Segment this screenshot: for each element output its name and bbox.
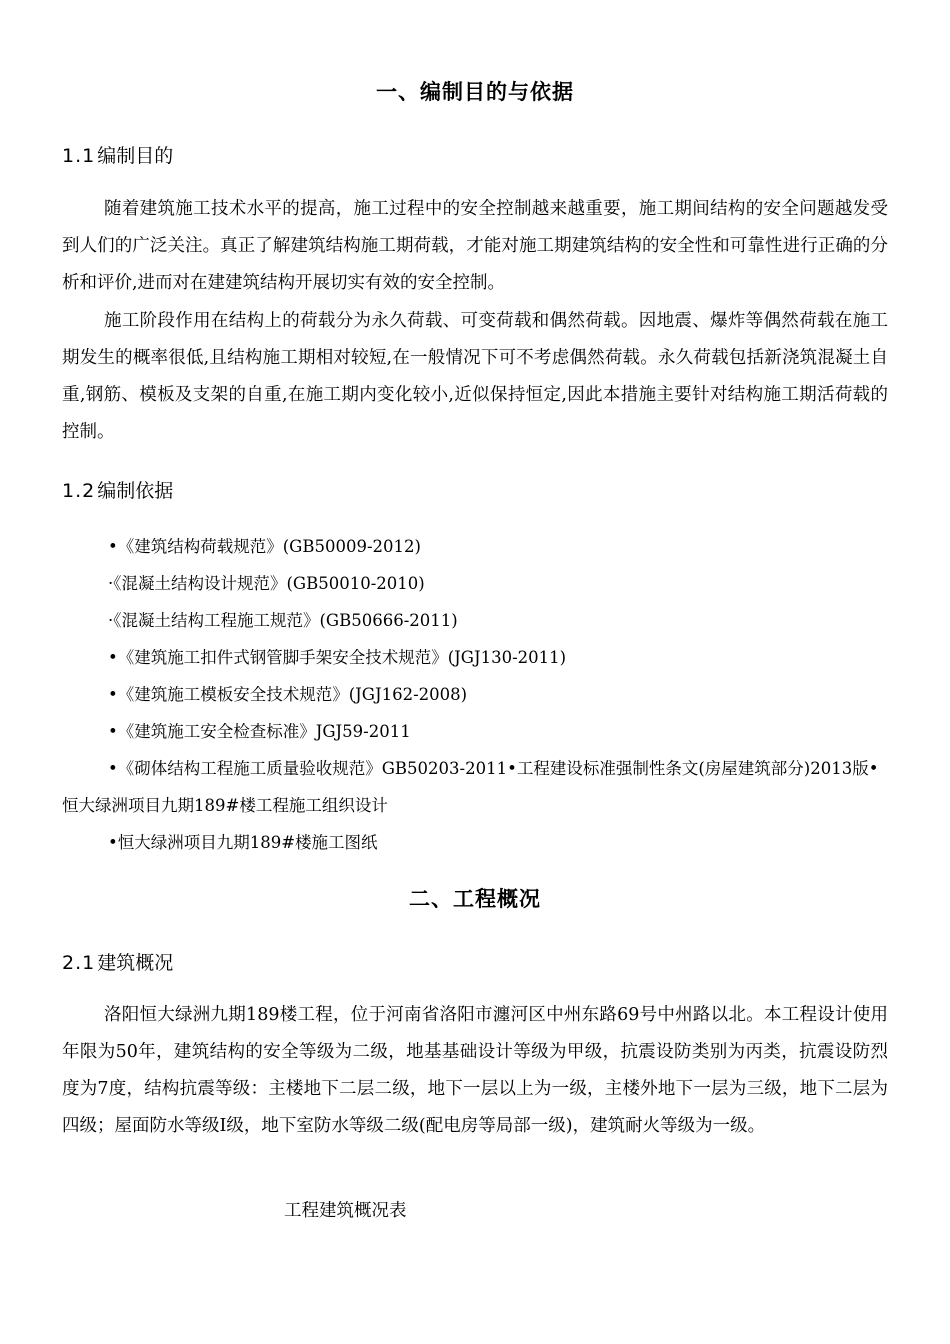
basis-list-item: •《建筑施工模板安全技术规范》(JGJ162-2008)	[108, 685, 468, 704]
subsection-1-2-label: 编制依据	[97, 480, 174, 502]
subsection-1-2-heading	[62, 477, 173, 505]
subsection-2-1-label: 建筑概况	[97, 952, 174, 974]
section-1-title: 一、编制目的与依据	[376, 80, 574, 104]
basis-list-item: •《砌体结构工程施工质量验收规范》GB50203-2011•工程建设标准强制性条文(房屋建筑部分)2013版•恒大绿洲项目九期189#楼工程施工组织设计	[62, 759, 879, 815]
basis-list-item: •《建筑施工扣件式钢管脚手架安全技术规范》(JGJ130-2011)	[108, 648, 567, 667]
basis-list-item: ·《混凝土结构设计规范》(GB50010-2010)	[108, 574, 425, 593]
purpose-paragraph-2: 施工阶段作用在结构上的荷载分为永久荷载、可变荷载和偶然荷载。因地震、爆炸等偶然荷载在施工期发生的概率很低,且结构施工期相对较短,在一般情况下可不考虑偶然荷载。永久荷载包括新浇筑混凝土自重,钢筋、模板及支架的自重,在施工期内变化较小,近似保持恒定,因此本措施主要针对结构施工期活荷载的控制。	[62, 311, 888, 442]
subsection-1-1-heading	[62, 142, 173, 170]
basis-list-item: •恒大绿洲项目九期189#楼施工图纸	[108, 833, 378, 852]
subsection-1-2-number: 1.2	[62, 480, 96, 502]
subsection-2-1-heading	[62, 949, 173, 977]
basis-list-item: ·《混凝土结构工程施工规范》(GB50666-2011)	[108, 611, 458, 630]
basis-list-item: •《建筑施工安全检查标准》JGJ59-2011	[108, 722, 411, 741]
overview-paragraph: 洛阳恒大绿洲九期189楼工程，位于河南省洛阳市瀍河区中州东路69号中州路以北。本工程设计使用年限为50年，建筑结构的安全等级为二级，地基基础设计等级为甲级，抗震设防类别为丙类，抗震设防烈度为7度，结构抗震等级：主楼地下二层二级，地下一层以上为一级，主楼外地下一层为三级，地下二层为四级；屋面防水等级Ⅰ级，地下室防水等级二级(配电房等局部一级)，建筑耐火等级为一级。	[62, 1005, 888, 1136]
purpose-paragraph-1: 随着建筑施工技术水平的提高，施工过程中的安全控制越来越重要，施工期间结构的安全问题越发受到人们的广泛关注。真正了解建筑结构施工期荷载，才能对施工期建筑结构的安全性和可靠性进行正确的分析和评价,进而对在建建筑结构开展切实有效的安全控制。	[62, 199, 888, 293]
table-caption: 工程建筑概况表	[284, 1201, 407, 1221]
basis-list-item: •《建筑结构荷载规范》(GB50009-2012)	[108, 537, 421, 556]
section-2-title: 二、工程概况	[409, 887, 541, 911]
subsection-1-1-number: 1.1	[62, 145, 96, 167]
subsection-2-1-number: 2.1	[62, 952, 96, 974]
subsection-1-1-label: 编制目的	[97, 145, 174, 167]
basis-list	[62, 528, 888, 861]
